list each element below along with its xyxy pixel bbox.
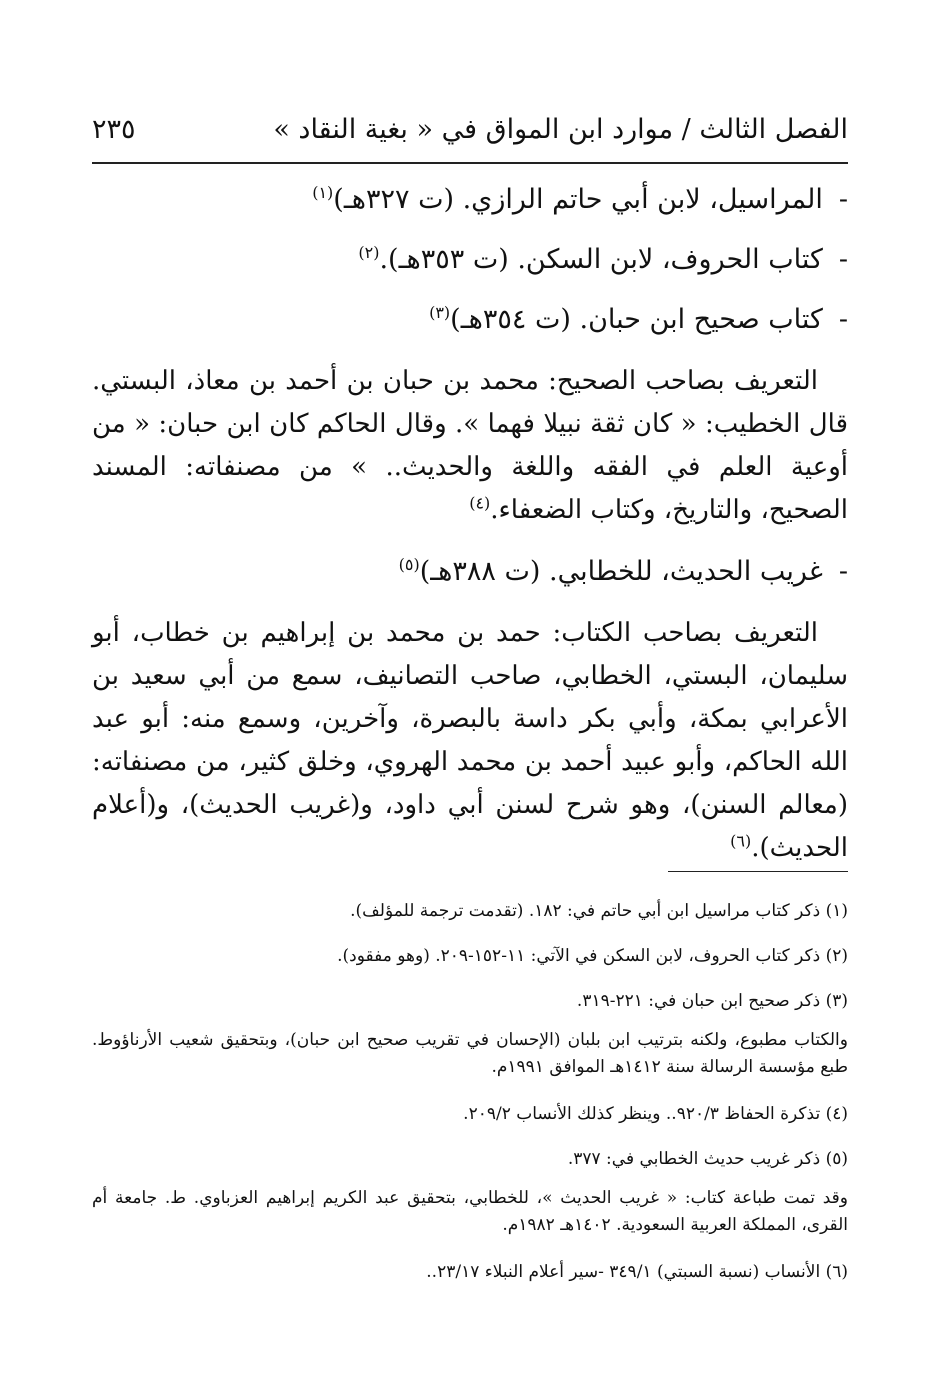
- footnote-ref[interactable]: (٢): [358, 243, 380, 262]
- footnote-item: (٥) ذكر غريب حديث الخطابي في: ٣٧٧.: [567, 1149, 848, 1169]
- list-item: [92, 544, 848, 600]
- footnote-ref[interactable]: (٤): [469, 493, 491, 513]
- paragraph-biography-khattabi: [92, 612, 848, 870]
- list-item: [92, 172, 848, 228]
- list-item: [92, 232, 848, 288]
- entry-text: غريب الحديث، للخطابي. (ت ٣٨٨هـ): [419, 556, 823, 587]
- footnote-divider: [668, 871, 848, 872]
- entry-dash: -: [838, 184, 848, 215]
- running-header: [92, 100, 848, 158]
- footnote-continuation: وقد تمت طباعة كتاب: « غريب الحديث »، للخطابي، بتحقيق عبد الكريم إبراهيم العزباوي. ط. جامعة أم القرى، المملكة العربية السعودية. ١٤٠٢هـ ١٩٨٢م.: [92, 1188, 848, 1235]
- footnote-ref[interactable]: (٣): [429, 303, 451, 322]
- entry-text: كتاب صحيح ابن حبان. (ت ٣٥٤هـ): [450, 304, 823, 335]
- footnote-item: (٣) ذكر صحيح ابن حبان في: ٢٢١-٣١٩.: [576, 991, 848, 1011]
- paragraph-text: التعريف بصاحب الكتاب: حمد بن محمد بن إبراهيم بن خطاب، أبو سليمان، البستي، الخطابي، صاحب التصانيف، سمع من أبي سعيد بن الأعرابي بمكة، وأبي بكر داسة بالبصرة، وآخرين، وسمع منه: أبو عبد الله الحاكم، وأبو عبيد أحمد بن محمد الهروي، وخلق كثير، من مصنفاته: (معالم السنن)، وهو شرح لسنن أبي داود، و(غريب الحديث)، و(أعلام الحديث).: [92, 618, 849, 863]
- entry-text: كتاب الحروف، لابن السكن. (ت ٣٥٣هـ).: [379, 244, 823, 275]
- entry-dash: -: [838, 304, 848, 335]
- entry-dash: -: [838, 556, 848, 587]
- main-text: [92, 172, 848, 882]
- page-number: ٢٣٥: [92, 113, 136, 145]
- footnote-ref[interactable]: (٥): [398, 555, 420, 574]
- entry-dash: -: [838, 244, 848, 275]
- chapter-title: الفصل الثالث / موارد ابن المواق في « بغية النقاد »: [273, 113, 848, 145]
- footnotes: [92, 898, 848, 1304]
- footnote-item: (١) ذكر كتاب مراسيل ابن أبي حاتم في: ١٨٢. (تقدمت ترجمة للمؤلف).: [350, 901, 848, 921]
- footnote-ref[interactable]: (٦): [730, 831, 752, 851]
- footnote-item: (٦) الأنساب (نسبة السبتي) ٣٤٩/١ -سير أعلام النبلاء ٢٣/١٧..: [426, 1262, 848, 1282]
- entry-text: المراسيل، لابن أبي حاتم الرازي. (ت ٣٢٧هـ): [333, 184, 823, 215]
- header-divider: [92, 162, 848, 164]
- paragraph-biography-ibn-hibban: [92, 360, 848, 532]
- footnote-continuation: والكتاب مطبوع، ولكنه بترتيب ابن بلبان (الإحسان في تقريب صحيح ابن حبان)، وبتحقيق شعيب الأرناؤوط. طبع مؤسسة الرسالة سنة ١٤١٢هـ الموافق ١٩٩١م.: [92, 1030, 848, 1077]
- footnote-item: (٤) تذكرة الحفاظ ٩٢٠/٣.. وينظر كذلك الأنساب ٢٠٩/٢.: [463, 1104, 848, 1124]
- list-item: [92, 292, 848, 348]
- footnote-item: (٢) ذكر كتاب الحروف، لابن السكن في الآتي: ١١-١٥٢-٢٠٩. (وهو مفقود).: [337, 946, 848, 966]
- paragraph-text: التعريف بصاحب الصحيح: محمد بن حبان بن أحمد بن معاذ، البستي. قال الخطيب: « كان ثقة نبيلا فهما ». وقال الحاكم كان ابن حبان: « من أوعية العلم في الفقه واللغة والحديث.. » من مصنفاته: المسند الصحيح، والتاريخ، وكتاب الضعفاء.: [92, 366, 848, 525]
- footnote-ref[interactable]: (١): [312, 183, 334, 202]
